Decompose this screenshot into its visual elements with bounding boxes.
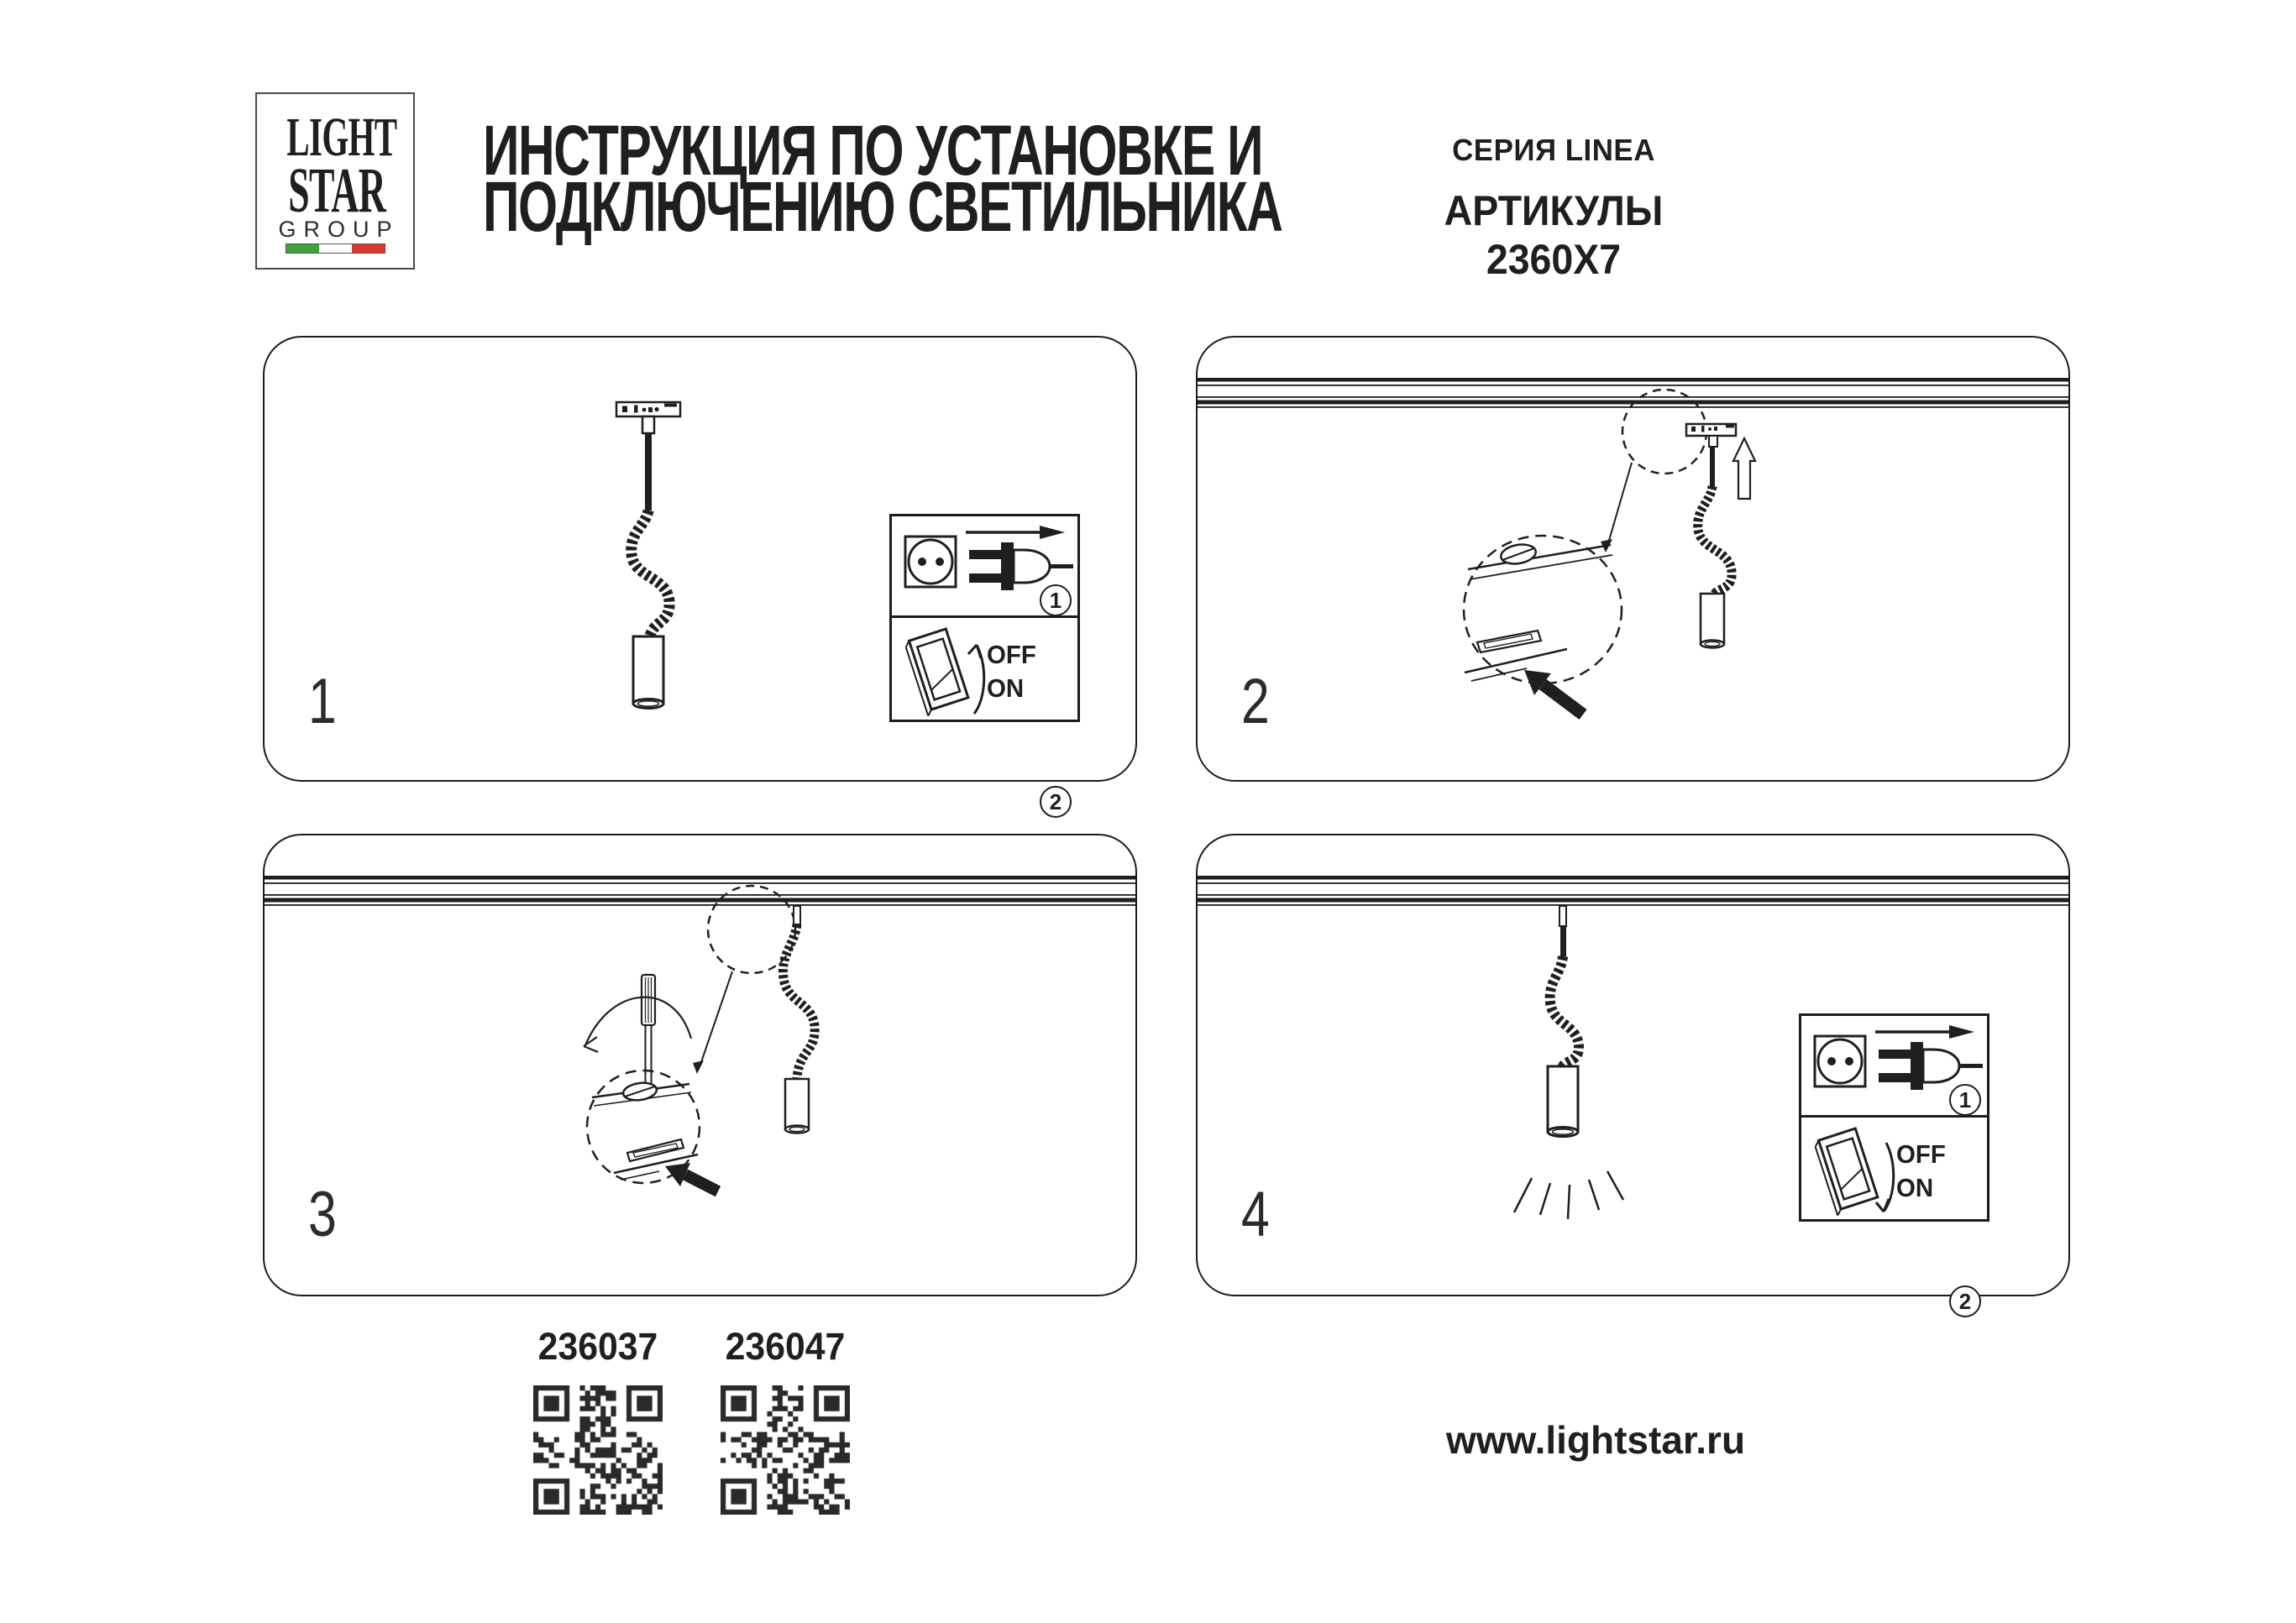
website-url: www.lightstar.ru: [1445, 1418, 1746, 1462]
track-drawing: [1198, 876, 2068, 906]
step-number: 4: [1241, 1179, 1270, 1250]
articles-label: АРТИКУЛЫ 2360X7: [1444, 187, 1664, 283]
step-3-panel: [263, 834, 1137, 1296]
plug-socket-cell: [892, 516, 1077, 618]
arrow-right-icon: [1875, 1025, 1974, 1039]
switch-cell: [892, 618, 1077, 814]
article-number-left: 236037: [537, 1325, 658, 1368]
off-on-label: OFF ON: [1896, 1139, 1946, 1202]
step-2-badge: 2: [1949, 1285, 1981, 1317]
socket-icon: [905, 537, 956, 587]
plug-icon: [969, 542, 1073, 590]
qr-code-right: [721, 1385, 850, 1515]
coil-cord-drawing: [1698, 486, 1732, 594]
italian-flag-icon: [286, 243, 385, 254]
coil-cord-drawing: [1550, 956, 1579, 1066]
socket-icon: [1815, 1036, 1865, 1086]
callout-arrow: [1601, 463, 1632, 552]
insert-adapter-drawing: [1198, 338, 2068, 780]
lightstar-logo: [255, 92, 415, 270]
step-number: 2: [1241, 666, 1270, 737]
black-arrow-icon: [665, 1163, 718, 1191]
coil-cord-drawing: [783, 924, 815, 1079]
arrow-right-icon: [966, 526, 1065, 539]
track-adapter-icon: [616, 402, 680, 416]
step-1-badge: 1: [1949, 1084, 1981, 1116]
page-title: [483, 111, 1282, 246]
track-adapter-icon: [1686, 424, 1736, 436]
lock-adapter-drawing: [265, 835, 1135, 1295]
rocker-switch-icon: [897, 621, 991, 717]
step-1-badge: 1: [1040, 584, 1072, 616]
track-drawing: [265, 876, 1135, 906]
rotate-arrow-icon: [584, 997, 691, 1052]
step-2-badge: 2: [1040, 786, 1072, 818]
lock-detail-top: [1468, 542, 1612, 579]
lock-detail-top: [592, 1081, 691, 1106]
step-4-panel: [1196, 834, 2070, 1314]
rocker-switch-icon: [1806, 1121, 1900, 1217]
off-on-label: OFF ON: [987, 640, 1036, 703]
step-2-panel: [1196, 336, 2070, 782]
curved-arrow-up-icon: [968, 645, 984, 714]
black-arrow-icon: [1524, 670, 1583, 715]
series-label: СЕРИЯ LINEA: [1452, 133, 1655, 167]
switch-cell: [1801, 1118, 1987, 1314]
plug-icon: [1879, 1042, 1983, 1090]
logo-word-light: LIGHT: [286, 107, 397, 168]
qr-code-left: [533, 1385, 663, 1515]
lock-detail-slot: [1465, 631, 1567, 681]
callout-arrow: [693, 971, 732, 1074]
step-number: 1: [308, 666, 337, 737]
logo-word-group: GROUP: [278, 217, 400, 242]
title-line-2: ПОДКЛЮЧЕНИЮ СВЕТИЛЬНИКА: [483, 167, 1282, 246]
title-line-1: ИНСТРУКЦИЯ ПО УСТАНОВКЕ И: [483, 111, 1263, 190]
plug-socket-cell: [1801, 1016, 1987, 1118]
up-arrow-icon: [1733, 438, 1755, 499]
power-legend-inset: [1799, 1013, 1989, 1314]
light-rays-icon: [1514, 1171, 1623, 1219]
logo-word-star: STAR: [288, 155, 386, 226]
step-number: 3: [308, 1179, 337, 1250]
power-legend-inset: [889, 514, 1080, 814]
article-number-right: 236047: [725, 1325, 846, 1368]
curved-arrow-down-icon: [1876, 1143, 1894, 1212]
step-1-panel: [263, 336, 1137, 814]
screwdriver-icon: [642, 975, 655, 1084]
coil-cord-drawing: [632, 510, 669, 636]
series-block: [1365, 133, 1743, 284]
